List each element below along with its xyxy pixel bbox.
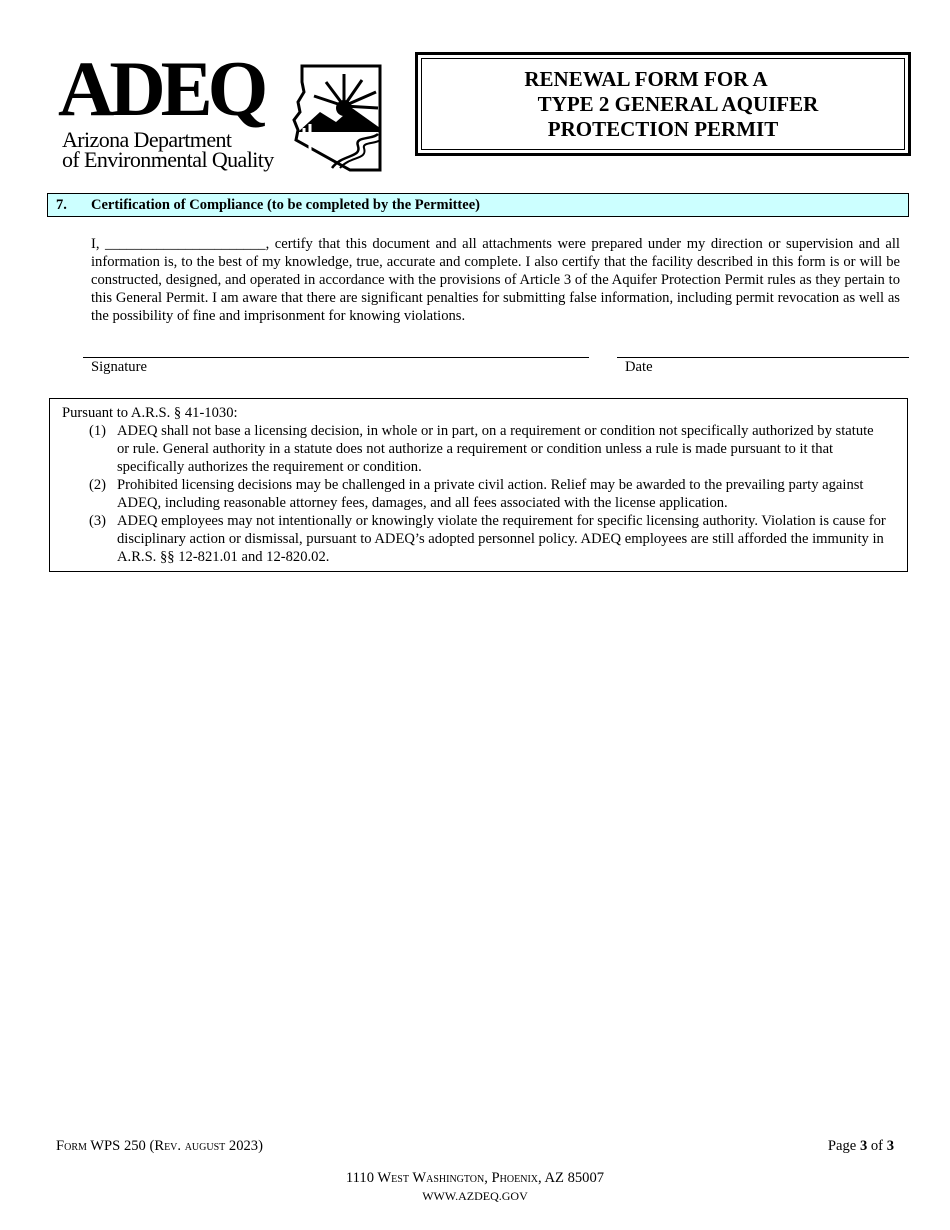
statute-item bbox=[50, 512, 907, 566]
date-label: Date bbox=[625, 359, 653, 375]
footer-address: 1110 West Washington, Phoenix, AZ 85007 bbox=[345, 1170, 605, 1186]
title-line-2: TYPE 2 GENERAL AQUIFER bbox=[537, 91, 819, 116]
statute-intro: Pursuant to A.R.S. § 41-1030: bbox=[62, 405, 238, 421]
section-title: Certification of Compliance (to be completed by the Permittee) bbox=[91, 197, 480, 213]
statute-item-text: ADEQ shall not base a licensing decision, in whole or in part, on a requirement or condition not specifically authorized by statute or rule. General authority in a statute does not authorize a requirement or condition unless a rule is made pursuant to it that specifically authorizes the requirement or condition. bbox=[117, 423, 874, 475]
section-header-certification bbox=[47, 193, 909, 217]
date-line[interactable] bbox=[617, 357, 909, 358]
page-current: 3 bbox=[859, 1138, 868, 1154]
page-of: of bbox=[867, 1138, 887, 1154]
logo-agency-line2: of Environmental Quality bbox=[62, 147, 274, 172]
form-title-box bbox=[415, 52, 911, 156]
statute-list bbox=[50, 422, 907, 566]
statute-notice-box bbox=[49, 398, 908, 572]
arizona-emblem-icon bbox=[292, 62, 384, 172]
certification-statement: I, ______________________, certify that this document and all attachments were prepared under my direction or supervision and all information is, to the best of my knowledge, true, accurate and complete. I also certify that the facility described in this form is or will be constructed, designed, and operated in accordance with the provisions of Article 3 of the Aquifer Protection Permit rules as they pertain to this General Permit. I am aware that there are significant penalties for submitting false information, including permit revocation as well as the possibility of fine and imprisonment for knowing violations. bbox=[91, 236, 900, 324]
statute-item-number: (3) bbox=[89, 513, 107, 529]
logo-wordmark: ADEQ bbox=[58, 45, 264, 132]
form-title bbox=[508, 67, 819, 142]
statute-item-text: Prohibited licensing decisions may be challenged in a private civil action. Relief may be awarded to the prevailing party against ADEQ, including reasonable attorney fees, damages, and all fees associated with the license application. bbox=[117, 477, 864, 511]
footer-form-id: Form WPS 250 (Rev. august 2023) bbox=[56, 1138, 263, 1154]
signature-label: Signature bbox=[91, 359, 147, 375]
logo-agency-line1: Arizona Department bbox=[62, 127, 232, 152]
footer-page-number bbox=[828, 1138, 894, 1155]
statute-item bbox=[50, 422, 907, 476]
page-prefix: Page bbox=[827, 1138, 860, 1154]
statute-item-text: ADEQ employees may not intentionally or knowingly violate the requirement for specific licensing authority. Violation is cause for disciplinary action or dismissal, pursuant to ADEQ’s adopted personnel policy. ADEQ employees are still afforded the immunity in A.R.S. §§ 12-821.01 and 12-820.02. bbox=[117, 513, 886, 565]
footer-website: WWW.AZDEQ.GOV bbox=[422, 1189, 528, 1203]
title-line-1: RENEWAL FORM FOR A bbox=[524, 66, 768, 91]
statute-item-number: (1) bbox=[89, 423, 107, 439]
section-number: 7. bbox=[56, 197, 67, 213]
statute-item bbox=[50, 476, 907, 512]
page-total: 3 bbox=[886, 1138, 894, 1154]
statute-item-number: (2) bbox=[89, 477, 107, 493]
form-title-inner-border bbox=[421, 58, 905, 150]
title-line-3: PROTECTION PERMIT bbox=[547, 116, 779, 141]
adeq-logo bbox=[58, 45, 388, 176]
signature-line[interactable] bbox=[83, 357, 589, 358]
